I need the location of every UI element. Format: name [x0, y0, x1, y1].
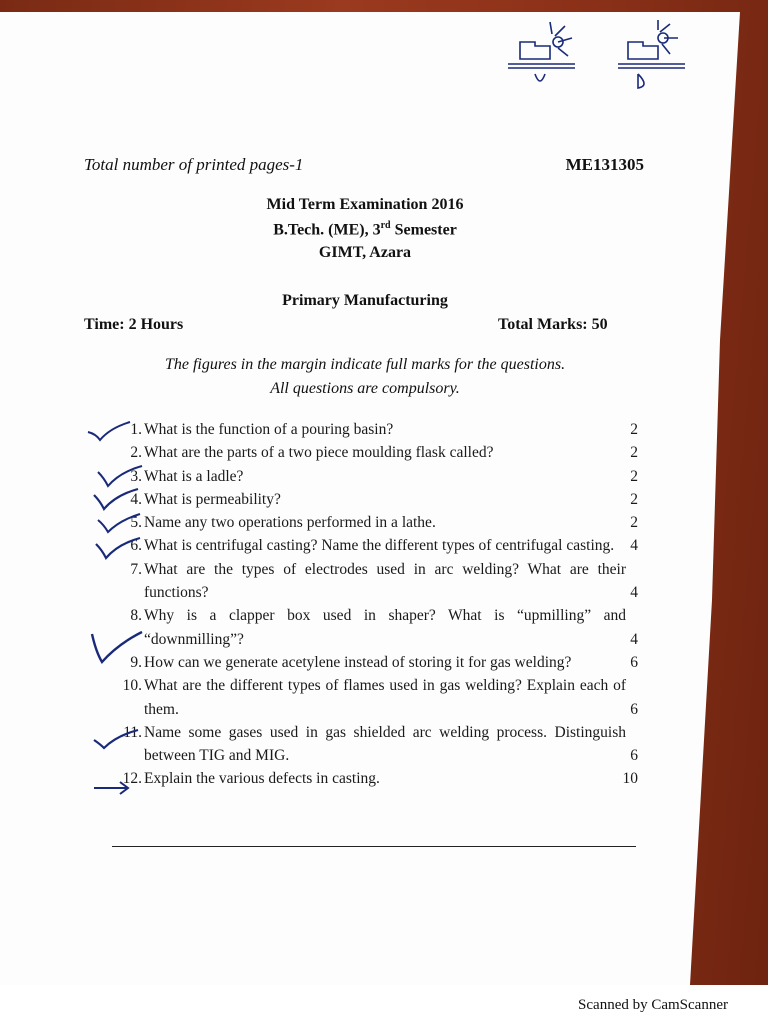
question-text: Explain the various defects in casting. [144, 770, 380, 788]
instruction-line: All questions are compulsory. [270, 380, 460, 397]
question-marks: 2 [630, 467, 638, 485]
question-item [86, 651, 642, 674]
total-marks: Total Marks: 50 [498, 316, 608, 333]
question-text: Name any two operations performed in a lathe. [144, 514, 436, 532]
question-marks: 10 [622, 770, 638, 788]
college-name: GIMT, Azara [318, 244, 412, 261]
subject-name: Primary Manufacturing [282, 292, 448, 309]
question-marks: 2 [630, 490, 638, 508]
question-number: 11. [123, 723, 142, 741]
question-marks: 4 [630, 630, 638, 648]
question-number: 9. [130, 653, 142, 671]
question-number: 5. [130, 514, 142, 532]
question-marks: 2 [630, 444, 638, 462]
question-text: What are the parts of a two piece moulding flask called? [144, 444, 494, 462]
question-number: 12. [122, 770, 142, 788]
question-number: 10. [122, 677, 142, 695]
question-text: How can we generate acetylene instead of storing it for gas welding? [144, 653, 572, 671]
checkmark-icon [84, 726, 144, 750]
question-text: What is centrifugal casting? Name the different types of centrifugal casting. [144, 537, 615, 555]
question-text: What are the types of electrodes used in arc welding? What are their functions? [144, 560, 626, 602]
header-row [84, 155, 644, 177]
question-text: What are the different types of flames used in gas welding? Explain each of them. [144, 677, 626, 718]
question-marks: 6 [630, 653, 638, 671]
exam-time: Time: 2 Hours [84, 316, 184, 333]
question-marks: 2 [630, 421, 638, 438]
handwritten-sketch [500, 14, 700, 94]
checkmark-icon [84, 536, 144, 560]
question-item [86, 604, 642, 651]
scanner-watermark: Scanned by CamScanner [578, 997, 728, 1013]
question-number: 2. [130, 444, 142, 462]
question-text: Name some gases used in gas shielded arc welding process. Distinguish between TIG and MIG. [144, 723, 626, 765]
question-text: What is the function of a pouring basin? [144, 421, 394, 438]
question-text: What is a ladle? [144, 467, 244, 485]
printed-pages-note: Total number of printed pages-1 [84, 155, 304, 174]
question-item [86, 511, 642, 534]
course-line: B.Tech. (ME), 3rd Semester [273, 220, 457, 239]
question-item [86, 418, 642, 441]
exam-title: Mid Term Examination 2016 [266, 196, 464, 213]
question-text: What is permeability? [144, 490, 281, 508]
checkmark-icon [84, 510, 144, 534]
question-number: 3. [130, 467, 142, 485]
question-number: 8. [130, 607, 142, 625]
arrow-icon [84, 776, 144, 800]
question-item [86, 534, 642, 557]
question-number: 1. [130, 421, 142, 438]
instruction-line: The figures in the margin indicate full marks for the questions. [164, 356, 566, 373]
question-item [86, 674, 642, 721]
question-marks: 2 [630, 514, 638, 532]
end-rule [112, 846, 636, 847]
question-marks: 4 [630, 537, 638, 555]
question-item [86, 488, 642, 511]
question-number: 4. [130, 490, 142, 508]
question-item [86, 721, 642, 768]
question-marks: 4 [630, 584, 638, 602]
question-list [86, 418, 642, 791]
checkmark-icon [84, 487, 144, 511]
question-number: 6. [130, 537, 142, 555]
question-item [86, 558, 642, 605]
question-item [86, 465, 642, 488]
question-marks: 6 [630, 747, 638, 765]
question-marks: 6 [630, 700, 638, 718]
course-code: ME131305 [565, 155, 644, 174]
checkmark-icon [84, 628, 144, 666]
question-item [86, 441, 642, 464]
checkmark-icon [84, 464, 144, 488]
question-text: Why is a clapper box used in shaper? What is “upmilling” and “downmilling”? [144, 607, 626, 648]
question-number: 7. [130, 560, 142, 578]
question-item [86, 767, 642, 790]
checkmark-icon [84, 418, 144, 442]
